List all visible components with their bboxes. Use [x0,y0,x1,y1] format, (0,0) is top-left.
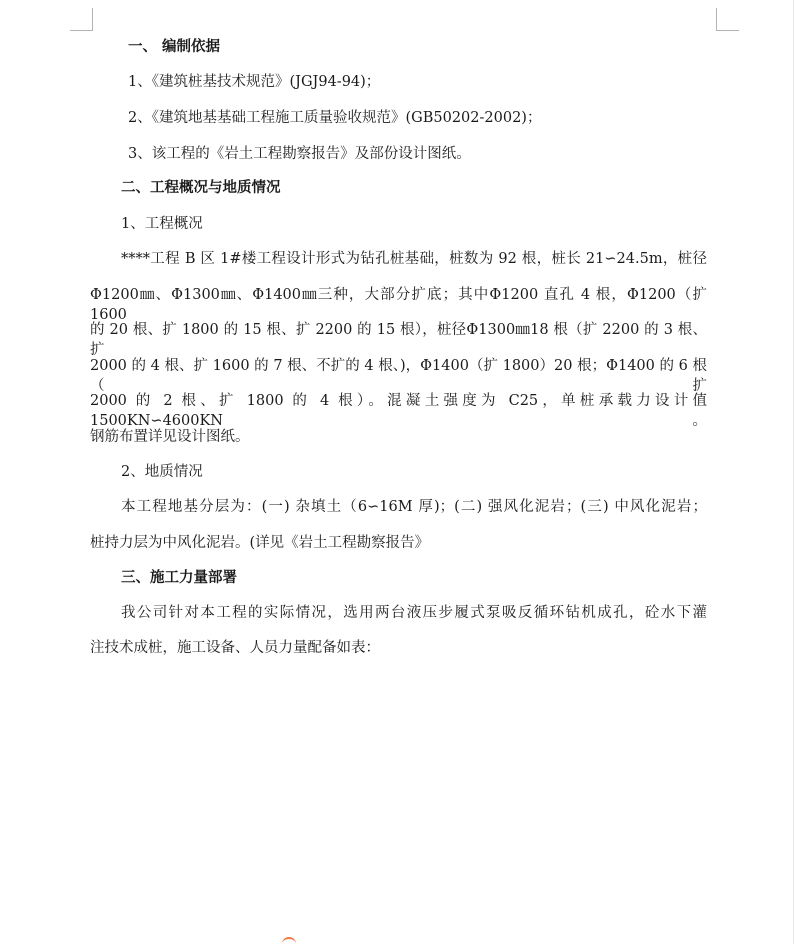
section-heading-basis: 一、 编制依据 [128,38,221,55]
geology-line-2: 桩持力层为中风化泥岩。(详见《岩土工程勘察报告》 [90,535,430,551]
basis-item-2: 2、《建筑地基基础工程施工质量验收规范》(GB50202-2002)； [128,110,542,126]
next-page-edge-mark [282,937,296,944]
subheading-geology: 2、地质情况 [121,464,203,480]
overview-line-3: 的 20 根、扩 1800 的 15 根、扩 2200 的 15 根），桩径Φ1300㎜18 根（扩 2200 的 3 根、扩 [90,322,707,358]
basis-item-3: 3、该工程的《岩土工程勘察报告》及部份设计图纸。 [128,146,471,162]
overview-line-2: Φ1200㎜、Φ1300㎜、Φ1400㎜三种，大部分扩底；其中Φ1200 直孔 4 根，Φ1200（扩 1600 [90,287,707,323]
section-heading-deployment: 三、施工力量部署 [121,569,237,586]
overview-line-6: 钢筋布置详见设计图纸。 [90,429,250,445]
basis-item-1: 1、《建筑桩基技术规范》(JGJ94-94)； [128,74,381,90]
deployment-line-2: 注技术成桩，施工设备、人员力量配备如表： [90,640,380,656]
overview-line-4: 2000 的 4 根、扩 1600 的 7 根、不扩的 4 根、)，Φ1400（扩 1800）20 根；Φ1400 的 6 根（扩 [90,358,707,394]
geology-line-1: 本工程地基分层为：(一) 杂填土（6∽16M 厚)；(二) 强风化泥岩；(三) 中风化泥岩； [121,499,707,515]
overview-line-1: ****工程 B 区 1#楼工程设计形式为钻孔桩基础，桩数为 92 根，桩长 21∽24.5m，桩径 [121,251,707,267]
page-corner-mark-top-right [716,8,739,31]
page-corner-mark-top-left [70,8,93,31]
deployment-line-1: 我公司针对本工程的实际情况，选用两台液压步履式泵吸反循环钻机成孔，砼水下灌 [121,605,707,621]
overview-line-5: 2000 的 2 根、扩 1800 的 4 根）。混凝土强度为 C25，单桩承载力设计值 1500KN∽4600KN。 [90,393,707,429]
subheading-project-overview: 1、工程概况 [121,216,203,232]
section-heading-overview: 二、工程概况与地质情况 [121,179,281,196]
